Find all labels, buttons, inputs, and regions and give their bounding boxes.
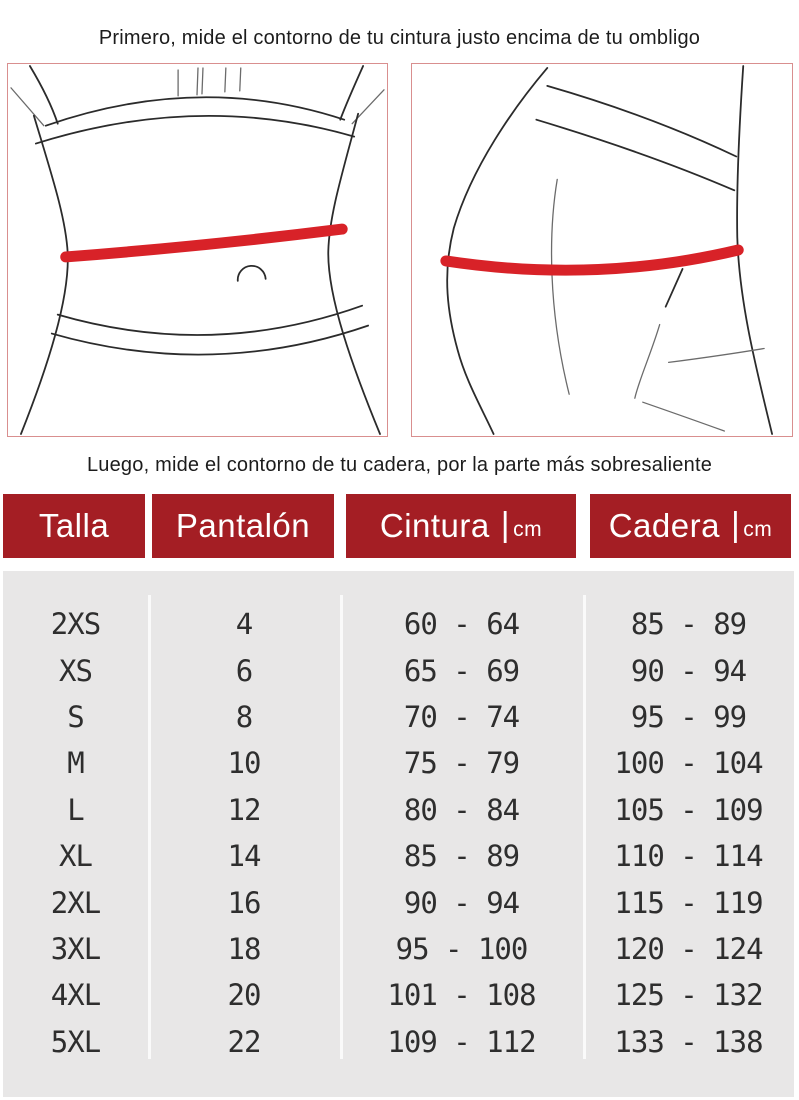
cell-cadera: 120 - 124 bbox=[614, 931, 763, 966]
cell-pantalon: 12 bbox=[227, 792, 261, 827]
hip-measure-line bbox=[446, 250, 738, 270]
instruction-step2: Luego, mide el contorno de tu cadera, por la parte más sobresaliente bbox=[86, 454, 713, 476]
size-table-header bbox=[0, 494, 799, 558]
cell-cintura: 90 - 94 bbox=[403, 885, 520, 920]
waist-measure-line bbox=[66, 229, 343, 257]
cell-pantalon: 6 bbox=[235, 653, 253, 688]
header-label: Talla bbox=[38, 507, 110, 544]
cell-pantalon: 10 bbox=[227, 746, 261, 781]
cell-cadera: 90 - 94 bbox=[630, 653, 747, 688]
hip-measure-illustration bbox=[412, 64, 792, 436]
cell-talla: XS bbox=[59, 653, 92, 688]
cell-cadera: 115 - 119 bbox=[614, 885, 763, 920]
table-row bbox=[3, 926, 794, 972]
waist-illustration-box bbox=[7, 63, 388, 437]
cell-cadera: 100 - 104 bbox=[614, 746, 763, 781]
cell-cadera: 133 - 138 bbox=[614, 1024, 763, 1059]
column-divider bbox=[340, 595, 343, 1059]
cell-talla: XL bbox=[59, 839, 92, 874]
table-row bbox=[3, 647, 794, 693]
cell-pantalon: 8 bbox=[235, 699, 253, 734]
cell-cadera: 110 - 114 bbox=[614, 839, 763, 874]
cell-cintura: 80 - 84 bbox=[403, 792, 520, 827]
cell-cintura: 109 - 112 bbox=[387, 1024, 536, 1059]
cell-cintura: 60 - 64 bbox=[403, 607, 520, 642]
illustrations-row bbox=[0, 63, 799, 437]
cell-talla: 2XL bbox=[50, 885, 101, 920]
cell-talla: M bbox=[67, 746, 84, 781]
cell-cintura: 101 - 108 bbox=[387, 978, 536, 1013]
cell-pantalon: 4 bbox=[235, 607, 253, 642]
cell-cadera: 105 - 109 bbox=[614, 792, 763, 827]
header-cell-cintura bbox=[346, 494, 576, 558]
cell-cadera: 95 - 99 bbox=[630, 699, 747, 734]
table-row bbox=[3, 787, 794, 833]
column-divider bbox=[583, 595, 586, 1059]
header-label: Cintura bbox=[379, 507, 490, 544]
cell-cintura: 75 - 79 bbox=[403, 746, 520, 781]
table-row bbox=[3, 833, 794, 879]
header-cell-cadera bbox=[590, 494, 791, 558]
cell-cintura: 70 - 74 bbox=[403, 699, 520, 734]
table-row bbox=[3, 1019, 794, 1065]
header-cell-pantalon bbox=[152, 494, 334, 558]
table-row bbox=[3, 972, 794, 1018]
header-cell-talla bbox=[3, 494, 145, 558]
cell-cadera: 85 - 89 bbox=[630, 607, 747, 642]
unit-bar: | bbox=[500, 505, 511, 544]
cell-talla: 5XL bbox=[50, 1024, 101, 1059]
column-divider bbox=[148, 595, 151, 1059]
instruction-step1: Primero, mide el contorno de tu cintura justo encima de tu ombligo bbox=[98, 27, 701, 49]
unit-label: cm bbox=[743, 518, 773, 541]
cell-pantalon: 20 bbox=[227, 978, 261, 1013]
header-label: Pantalón bbox=[175, 507, 311, 544]
cell-cintura: 85 - 89 bbox=[403, 839, 520, 874]
cell-talla: 2XS bbox=[50, 607, 101, 642]
size-table-body bbox=[3, 571, 794, 1097]
cell-talla: 4XL bbox=[50, 978, 101, 1013]
cell-talla: L bbox=[67, 792, 84, 827]
cell-pantalon: 22 bbox=[227, 1024, 261, 1059]
waist-measure-illustration bbox=[8, 64, 387, 436]
table-row bbox=[3, 740, 794, 786]
cell-cintura: 65 - 69 bbox=[403, 653, 520, 688]
unit-bar: | bbox=[730, 505, 741, 544]
cell-cintura: 95 - 100 bbox=[395, 931, 528, 966]
cell-talla: 3XL bbox=[50, 931, 101, 966]
table-row bbox=[3, 879, 794, 925]
table-row bbox=[3, 694, 794, 740]
cell-pantalon: 18 bbox=[227, 931, 261, 966]
unit-label: cm bbox=[513, 518, 543, 541]
cell-cadera: 125 - 132 bbox=[614, 978, 763, 1013]
cell-talla: S bbox=[67, 699, 84, 734]
cell-pantalon: 14 bbox=[227, 839, 261, 874]
header-label: Cadera bbox=[608, 507, 720, 544]
cell-pantalon: 16 bbox=[227, 885, 261, 920]
table-row bbox=[3, 601, 794, 647]
hip-illustration-box bbox=[411, 63, 793, 437]
